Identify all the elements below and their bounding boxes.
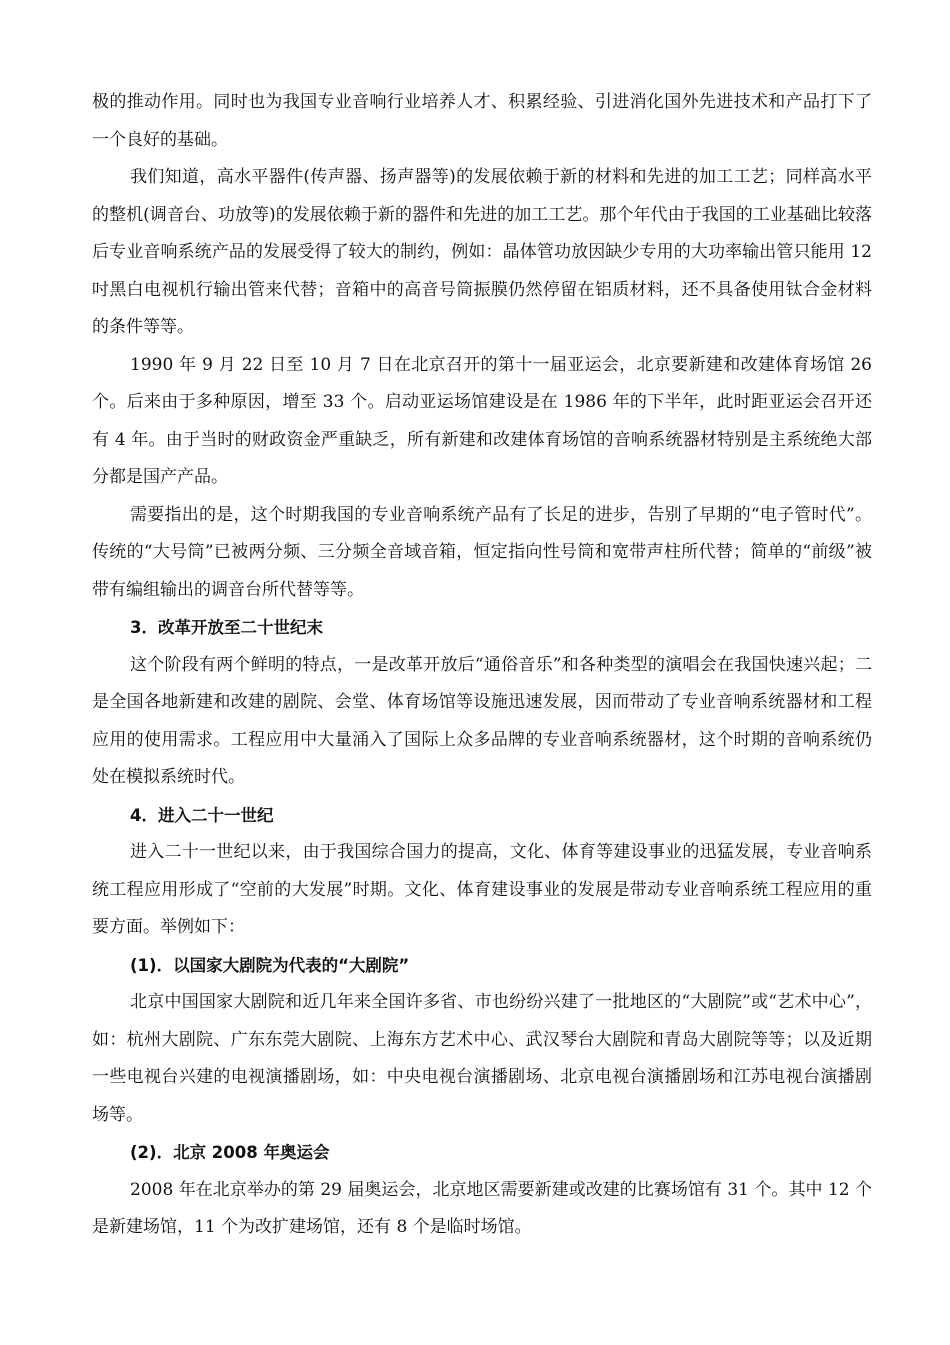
section-heading: 3．改革开放至二十世纪末 bbox=[130, 618, 323, 637]
section-heading: 4．进入二十一世纪 bbox=[130, 805, 274, 825]
paragraph: 这个阶段有两个鲜明的特点，一是改革开放后“通俗音乐”和各种类型的演唱会在我国快速兴起；二是全国各地新建和改建的剧院、会堂、体育场馆等设施迅速发展，因而带动了专业音响系统器材和工程应用的使用需求。工程应用中大量涌入了国际上众多品牌的专业音响系统器材，这个时期的音响系统仍处在模拟系统时代。 bbox=[92, 654, 872, 787]
subsection-heading: (1)．以国家大剧院为代表的“大剧院” bbox=[130, 955, 410, 975]
subsection-heading: (2)．北京 2008 年奥运会 bbox=[130, 1143, 330, 1162]
paragraph: 1990 年 9 月 22 日至 10 月 7 日在北京召开的第十一届亚运会，北京要新建和改建体育场馆 26 个。后来由于多种原因，增至 33 个。启动亚运场馆建设是在 1986 年的下半年，此时距亚运会召开还有 4 年。由于当时的财政资金严重缺乏，所有新建和改建体育场馆的音响系统器材特别是主系统绝大部分都是国产产品。 bbox=[92, 354, 872, 487]
paragraph: 北京中国国家大剧院和近几年来全国许多省、市也纷纷兴建了一批地区的“大剧院”或“艺术中心”，如：杭州大剧院、广东东莞大剧院、上海东方艺术中心、武汉琴台大剧院和青岛大剧院等等；以及近期一些电视台兴建的电视演播剧场，如：中央电视台演播剧场、北京电视台演播剧场和江苏电视台演播剧场等。 bbox=[92, 992, 872, 1125]
paragraph: 进入二十一世纪以来，由于我国综合国力的提高，文化、体育等建设事业的迅猛发展，专业音响系统工程应用形成了“空前的大发展”时期。文化、体育建设事业的发展是带动专业音响系统工程应用的重要方面。举例如下： bbox=[92, 842, 872, 937]
paragraph: 2008 年在北京举办的第 29 届奥运会，北京地区需要新建或改建的比赛场馆有 31 个。其中 12 个是新建场馆，11 个为改扩建场馆，还有 8 个是临时场馆。 bbox=[92, 1179, 872, 1237]
paragraph: 我们知道，高水平器件(传声器、扬声器等)的发展依赖于新的材料和先进的加工工艺；同样高水平的整机(调音台、功放等)的发展依赖于新的器件和先进的加工工艺。那个年代由于我国的工业基础比较落后专业音响系统产品的发展受得了较大的制约，例如：晶体管功放因缺少专用的大功率输出管只能用 12 吋黑白电视机行输出管来代替；音箱中的高音号筒振膜仍然停留在铝质材料，还不具备使用钛合金材料的条件等等。 bbox=[92, 167, 872, 337]
paragraph: 需要指出的是，这个时期我国的专业音响系统产品有了长足的进步，告别了早期的“电子管时代”。传统的“大号筒”已被两分频、三分频全音域音箱，恒定指向性号筒和宽带声柱所代替；简单的“前级”被带有编组输出的调音台所代替等等。 bbox=[92, 504, 872, 600]
paragraph: 极的推动作用。同时也为我国专业音响行业培养人才、积累经验、引进消化国外先进技术和产品打下了一个良好的基础。 bbox=[92, 92, 872, 150]
document-page bbox=[92, 84, 872, 1247]
